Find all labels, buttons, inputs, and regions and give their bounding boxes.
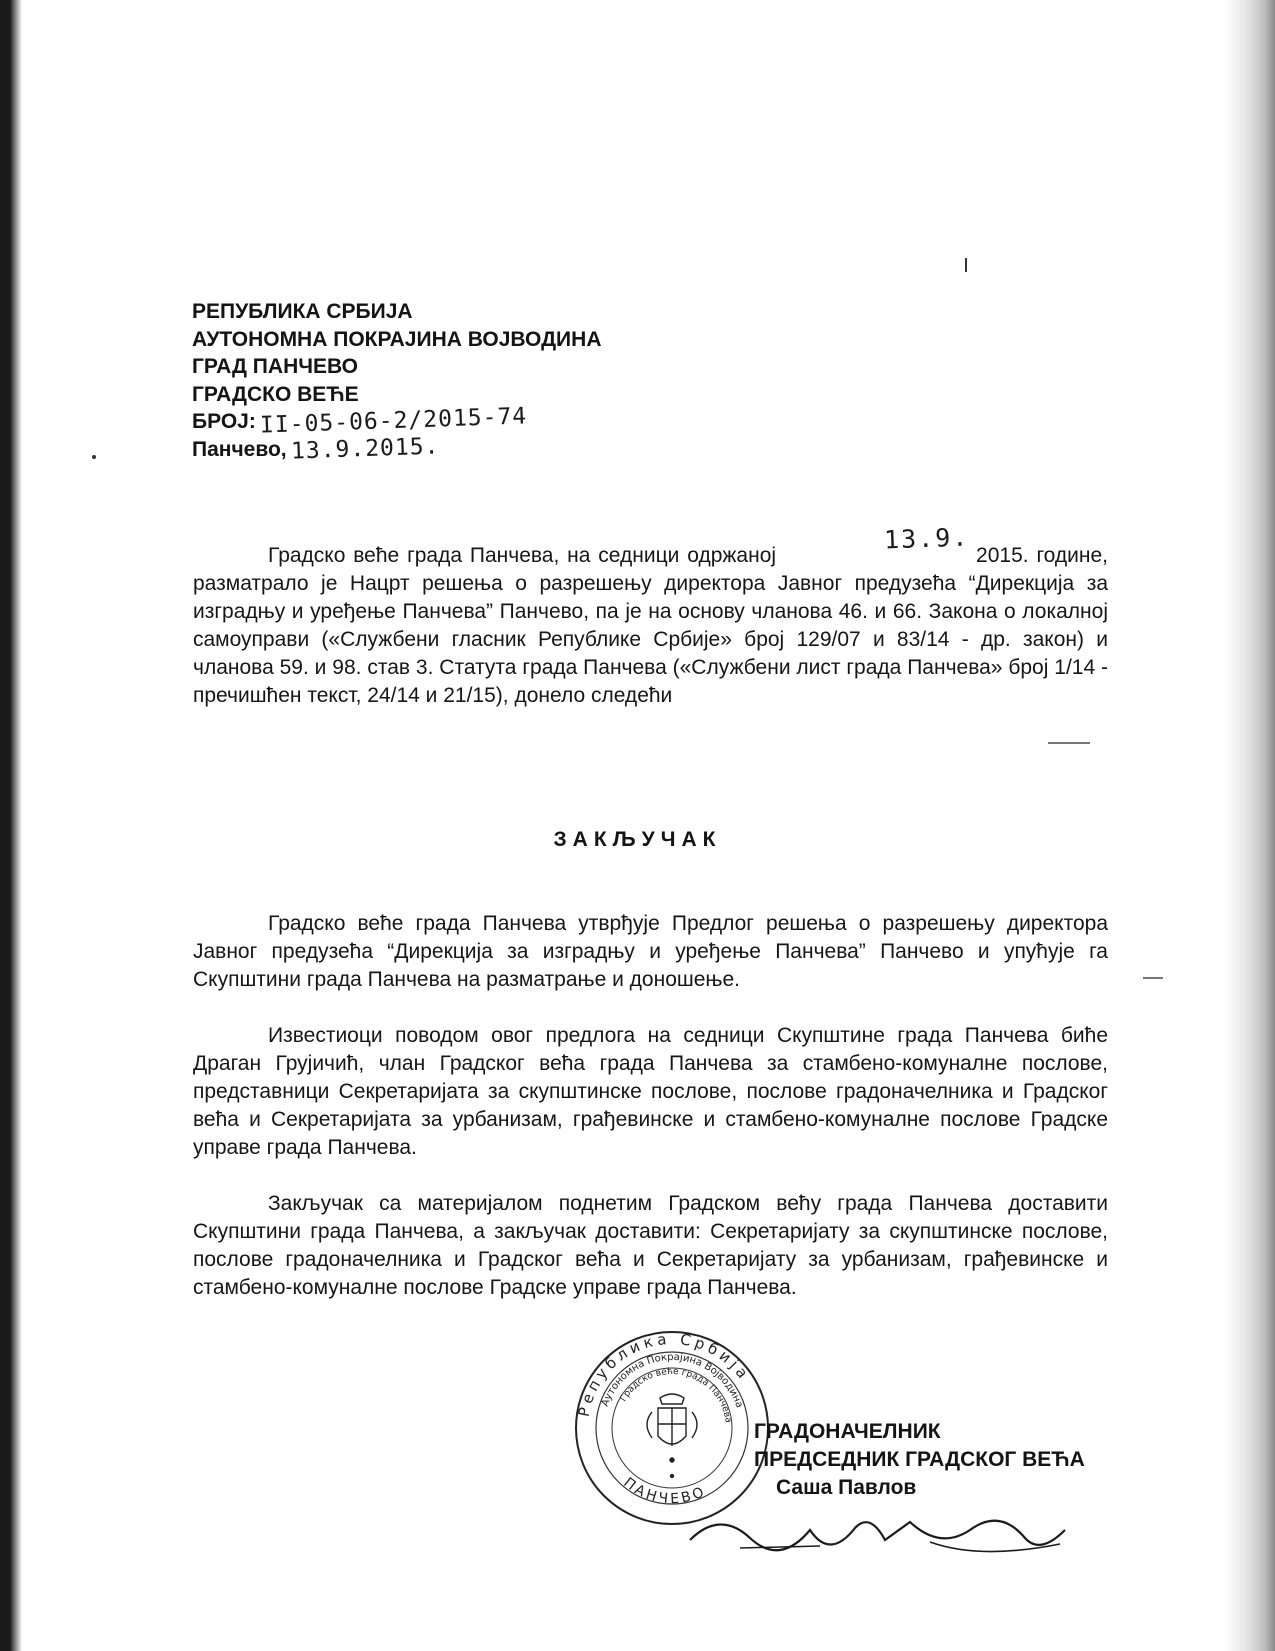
- intro-part2: године, разматрало је Нацрт решења о разрешењу директора Јавног предузећа “Дирекција за изградњу и уређење Панчева” Панчево, па је на основу чланова 46. и 66. Закона о локалној самоуправи («Службени гласник Републике Србије» број 129/07 и 83/14 - др. закон) и чланова 59. и 98. став 3. Статута града Панчева («Службени лист града Панчева» број 1/14 - пречишћен текст, 24/14 и 21/15), донело следећи: [193, 544, 1108, 707]
- scan-edge-right: [1225, 0, 1275, 1651]
- document-title: ЗАКЉУЧАК: [553, 828, 722, 851]
- document-header: [192, 298, 892, 463]
- scan-speck: [1048, 742, 1090, 744]
- scan-speck: [965, 258, 967, 272]
- intro-part1: Градско веће града Панчева, на седници одржаној: [268, 544, 777, 567]
- signatory-role-council-president: ПРЕДСЕДНИК ГРАДСКОГ ВЕЋА: [754, 1448, 1085, 1471]
- signatory-role-mayor: ГРАДОНАЧЕЛНИК: [754, 1420, 941, 1443]
- header-line-republic: РЕПУБЛИКА СРБИЈА: [192, 300, 413, 323]
- seal-inner-text: Градско веће града Панчева: [618, 1366, 733, 1424]
- header-number-line: [192, 403, 892, 439]
- place-label: Панчево,: [192, 437, 287, 461]
- intro-year: 2015.: [976, 544, 1029, 567]
- scan-edge-left: [0, 0, 22, 1651]
- intro-paragraph: [193, 542, 1108, 710]
- intro-first-line: [193, 542, 1108, 710]
- handwritten-date: 13.9.2015.: [290, 432, 440, 465]
- official-seal: [572, 1328, 772, 1528]
- signatory-name: Саша Павлов: [776, 1476, 917, 1499]
- coat-of-arms-icon: [647, 1394, 697, 1478]
- seal-outer-text: Република Србија: [574, 1329, 755, 1419]
- seal-bottom-text: ПАНЧЕВО: [620, 1474, 710, 1508]
- header-place-line: [192, 432, 892, 465]
- scan-speck: [92, 455, 96, 459]
- body-paragraph-3: Закључак са материјалом поднетим Градском већу града Панчева доставити Скупштини града Панчева, а закључак доставити: Секретаријату за скупштинске послове, послове градоначелника и Градског већа и Секретаријату за урбанизам, грађевинске и стамбено-комуналне послове Градске управе града Панчева.: [193, 1192, 1108, 1299]
- body-paragraph-1: Градско веће града Панчева утврђује Предлог решења о разрешењу директора Јавног предузећа “Дирекција за изградњу и уређење Панчева” Панчево и упућује га Скупштини града Панчева на разматрање и доношење.: [193, 912, 1108, 991]
- conclusion-body: [193, 910, 1108, 1330]
- seal-ring-text: Аутономна Покрајина Војводина: [599, 1351, 745, 1410]
- header-line-province: АУТОНОМНА ПОКРАЈИНА ВОЈВОДИНА: [192, 327, 602, 351]
- handwritten-session-date: 13.9.: [883, 522, 970, 555]
- header-line-council: ГРАДСКО ВЕЋЕ: [192, 382, 359, 406]
- handwritten-number: II-05-06-2/2015-74: [259, 403, 528, 439]
- header-line-city: ГРАД ПАНЧЕВО: [192, 355, 358, 378]
- body-paragraph-2: Известиоци поводом овог предлога на седници Скупштине града Панчева биће Драган Грујичић, члан Градског већа града Панчева за стамбено-комуналне послове, представници Секретаријата за скупштинске послове, послове градоначелника и Градског већа и Секретаријата за урбанизам, грађевинске и стамбено-комуналне послове Градске управе града Панчева.: [193, 1024, 1108, 1159]
- signature-block: [754, 1418, 1114, 1502]
- handwritten-signature: [680, 1500, 1080, 1570]
- number-label: БРОЈ:: [192, 410, 256, 433]
- scan-speck: [1143, 977, 1163, 979]
